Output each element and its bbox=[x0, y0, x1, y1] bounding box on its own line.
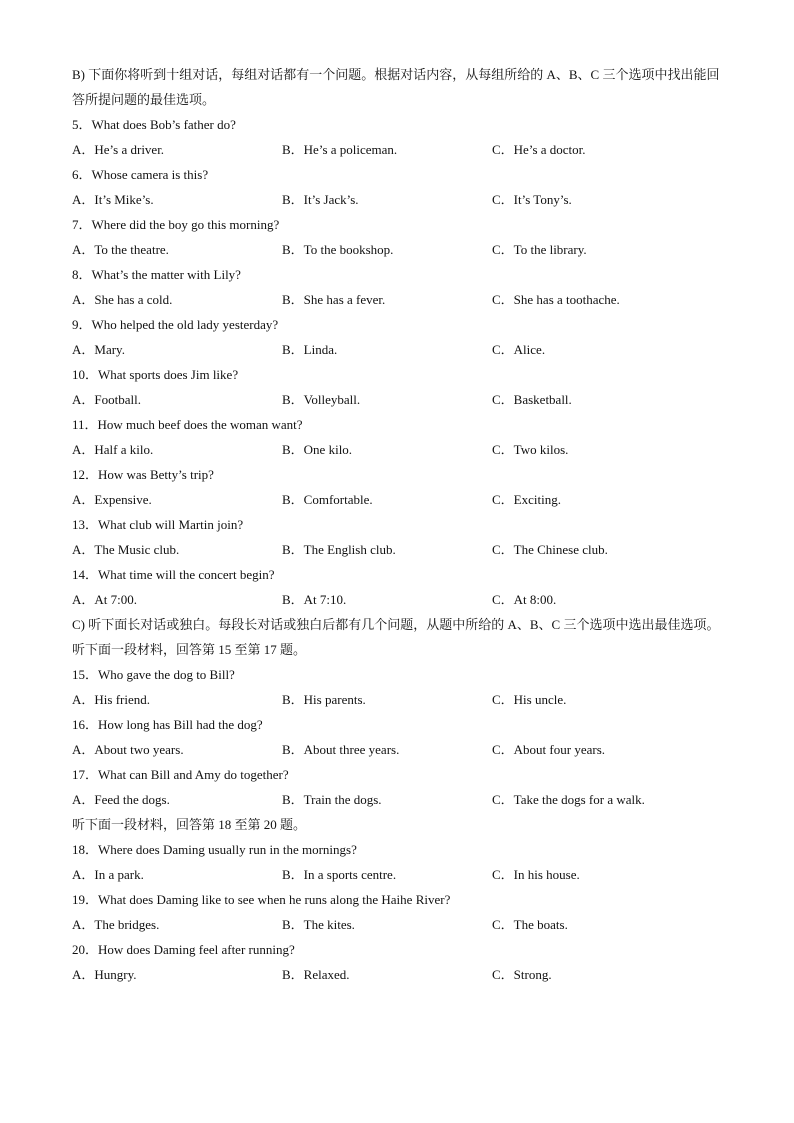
question-text: 14．What time will the concert begin? bbox=[72, 567, 275, 582]
options-line bbox=[72, 537, 732, 562]
question-line bbox=[72, 362, 732, 387]
question-text: 8．What’s the matter with Lily? bbox=[72, 267, 241, 282]
question-line bbox=[72, 212, 732, 237]
option-a: A．Football. bbox=[72, 392, 141, 407]
group-intro: 听下面一段材料，回答第 18 至第 20 题。 bbox=[72, 817, 307, 832]
option-b: B．Volleyball. bbox=[282, 392, 361, 407]
section-c-groups bbox=[72, 637, 732, 987]
question-line bbox=[72, 662, 732, 687]
option-b: B．His parents. bbox=[282, 692, 366, 707]
question-text: 5．What does Bob’s father do? bbox=[72, 117, 236, 132]
option-c: C．In his house. bbox=[492, 867, 580, 882]
options-line bbox=[72, 287, 732, 312]
option-c: C．Strong. bbox=[492, 967, 552, 982]
group-intro: 听下面一段材料，回答第 15 至第 17 题。 bbox=[72, 642, 307, 657]
option-b: B．The kites. bbox=[282, 917, 355, 932]
option-b: B．Relaxed. bbox=[282, 967, 350, 982]
option-a: A．In a park. bbox=[72, 867, 144, 882]
options-line bbox=[72, 187, 732, 212]
question-text: 17．What can Bill and Amy do together? bbox=[72, 767, 289, 782]
options-line bbox=[72, 587, 732, 612]
option-b: B．Linda. bbox=[282, 342, 338, 357]
option-a: A．To the theatre. bbox=[72, 242, 169, 257]
option-a: A．He’s a driver. bbox=[72, 142, 165, 157]
question-line bbox=[72, 837, 732, 862]
options-line bbox=[72, 337, 732, 362]
question-line bbox=[72, 462, 732, 487]
option-c: C．The boats. bbox=[492, 917, 568, 932]
options-line bbox=[72, 487, 732, 512]
option-a: A．Hungry. bbox=[72, 967, 137, 982]
question-text: 7．Where did the boy go this morning? bbox=[72, 217, 280, 232]
option-a: A．The bridges. bbox=[72, 917, 160, 932]
question-text: 10．What sports does Jim like? bbox=[72, 367, 239, 382]
option-c: C．Basketball. bbox=[492, 392, 572, 407]
section-b-questions bbox=[72, 112, 732, 612]
option-b: B．To the bookshop. bbox=[282, 242, 394, 257]
section-c-instruction: C) 听下面长对话或独白。每段长对话或独白后都有几个问题，从题中所给的 A、B、C 三个选项中选出最佳选项。 bbox=[72, 617, 720, 632]
option-a: A．Mary. bbox=[72, 342, 125, 357]
option-b: B．At 7:10. bbox=[282, 592, 347, 607]
option-b: B．Train the dogs. bbox=[282, 792, 382, 807]
question-line bbox=[72, 512, 732, 537]
option-a: A．The Music club. bbox=[72, 542, 180, 557]
option-b: B．It’s Jack’s. bbox=[282, 192, 359, 207]
option-c: C．At 8:00. bbox=[492, 592, 557, 607]
question-line bbox=[72, 712, 732, 737]
question-text: 20．How does Daming feel after running? bbox=[72, 942, 295, 957]
options-line bbox=[72, 437, 732, 462]
question-text: 12．How was Betty’s trip? bbox=[72, 467, 214, 482]
option-c: C．Alice. bbox=[492, 342, 546, 357]
option-c: C．Two kilos. bbox=[492, 442, 569, 457]
option-c: C．Exciting. bbox=[492, 492, 561, 507]
question-text: 11．How much beef does the woman want? bbox=[72, 417, 303, 432]
options-line bbox=[72, 387, 732, 412]
exam-page bbox=[72, 62, 732, 987]
option-b: B．She has a fever. bbox=[282, 292, 386, 307]
option-c: C．The Chinese club. bbox=[492, 542, 608, 557]
question-text: 18．Where does Daming usually run in the mornings? bbox=[72, 842, 357, 857]
option-b: B．In a sports centre. bbox=[282, 867, 397, 882]
option-b: B．The English club. bbox=[282, 542, 396, 557]
options-line bbox=[72, 737, 732, 762]
option-c: C．He’s a doctor. bbox=[492, 142, 586, 157]
question-line bbox=[72, 162, 732, 187]
option-c: C．His uncle. bbox=[492, 692, 567, 707]
options-line bbox=[72, 687, 732, 712]
section-b-instruction: B) 下面你将听到十组对话，每组对话都有一个问题。根据对话内容，从每组所给的 A、B、C 三个选项中找出能回答所提问题的最佳选项。 bbox=[72, 67, 720, 107]
question-text: 19．What does Daming like to see when he runs along the Haihe River? bbox=[72, 892, 451, 907]
option-a: A．Half a kilo. bbox=[72, 442, 154, 457]
option-c: C．To the library. bbox=[492, 242, 587, 257]
option-c: C．She has a toothache. bbox=[492, 292, 620, 307]
options-line bbox=[72, 137, 732, 162]
question-line bbox=[72, 887, 732, 912]
option-c: C．Take the dogs for a walk. bbox=[492, 792, 645, 807]
question-line bbox=[72, 562, 732, 587]
option-a: A．His friend. bbox=[72, 692, 150, 707]
question-line bbox=[72, 312, 732, 337]
question-text: 13．What club will Martin join? bbox=[72, 517, 244, 532]
options-line bbox=[72, 862, 732, 887]
options-line bbox=[72, 912, 732, 937]
question-line bbox=[72, 262, 732, 287]
option-a: A．At 7:00. bbox=[72, 592, 138, 607]
option-b: B．Comfortable. bbox=[282, 492, 373, 507]
options-line bbox=[72, 962, 732, 987]
option-c: C．About four years. bbox=[492, 742, 606, 757]
question-text: 15．Who gave the dog to Bill? bbox=[72, 667, 235, 682]
option-a: A．It’s Mike’s. bbox=[72, 192, 154, 207]
options-line bbox=[72, 237, 732, 262]
option-a: A．Feed the dogs. bbox=[72, 792, 170, 807]
option-b: B．About three years. bbox=[282, 742, 400, 757]
options-line bbox=[72, 787, 732, 812]
option-a: A．Expensive. bbox=[72, 492, 152, 507]
question-line bbox=[72, 112, 732, 137]
option-c: C．It’s Tony’s. bbox=[492, 192, 572, 207]
option-a: A．About two years. bbox=[72, 742, 184, 757]
question-text: 6．Whose camera is this? bbox=[72, 167, 209, 182]
question-line bbox=[72, 937, 732, 962]
question-line bbox=[72, 412, 732, 437]
option-b: B．He’s a policeman. bbox=[282, 142, 398, 157]
question-text: 16．How long has Bill had the dog? bbox=[72, 717, 263, 732]
option-a: A．She has a cold. bbox=[72, 292, 173, 307]
option-b: B．One kilo. bbox=[282, 442, 353, 457]
question-line bbox=[72, 762, 732, 787]
question-text: 9．Who helped the old lady yesterday? bbox=[72, 317, 279, 332]
